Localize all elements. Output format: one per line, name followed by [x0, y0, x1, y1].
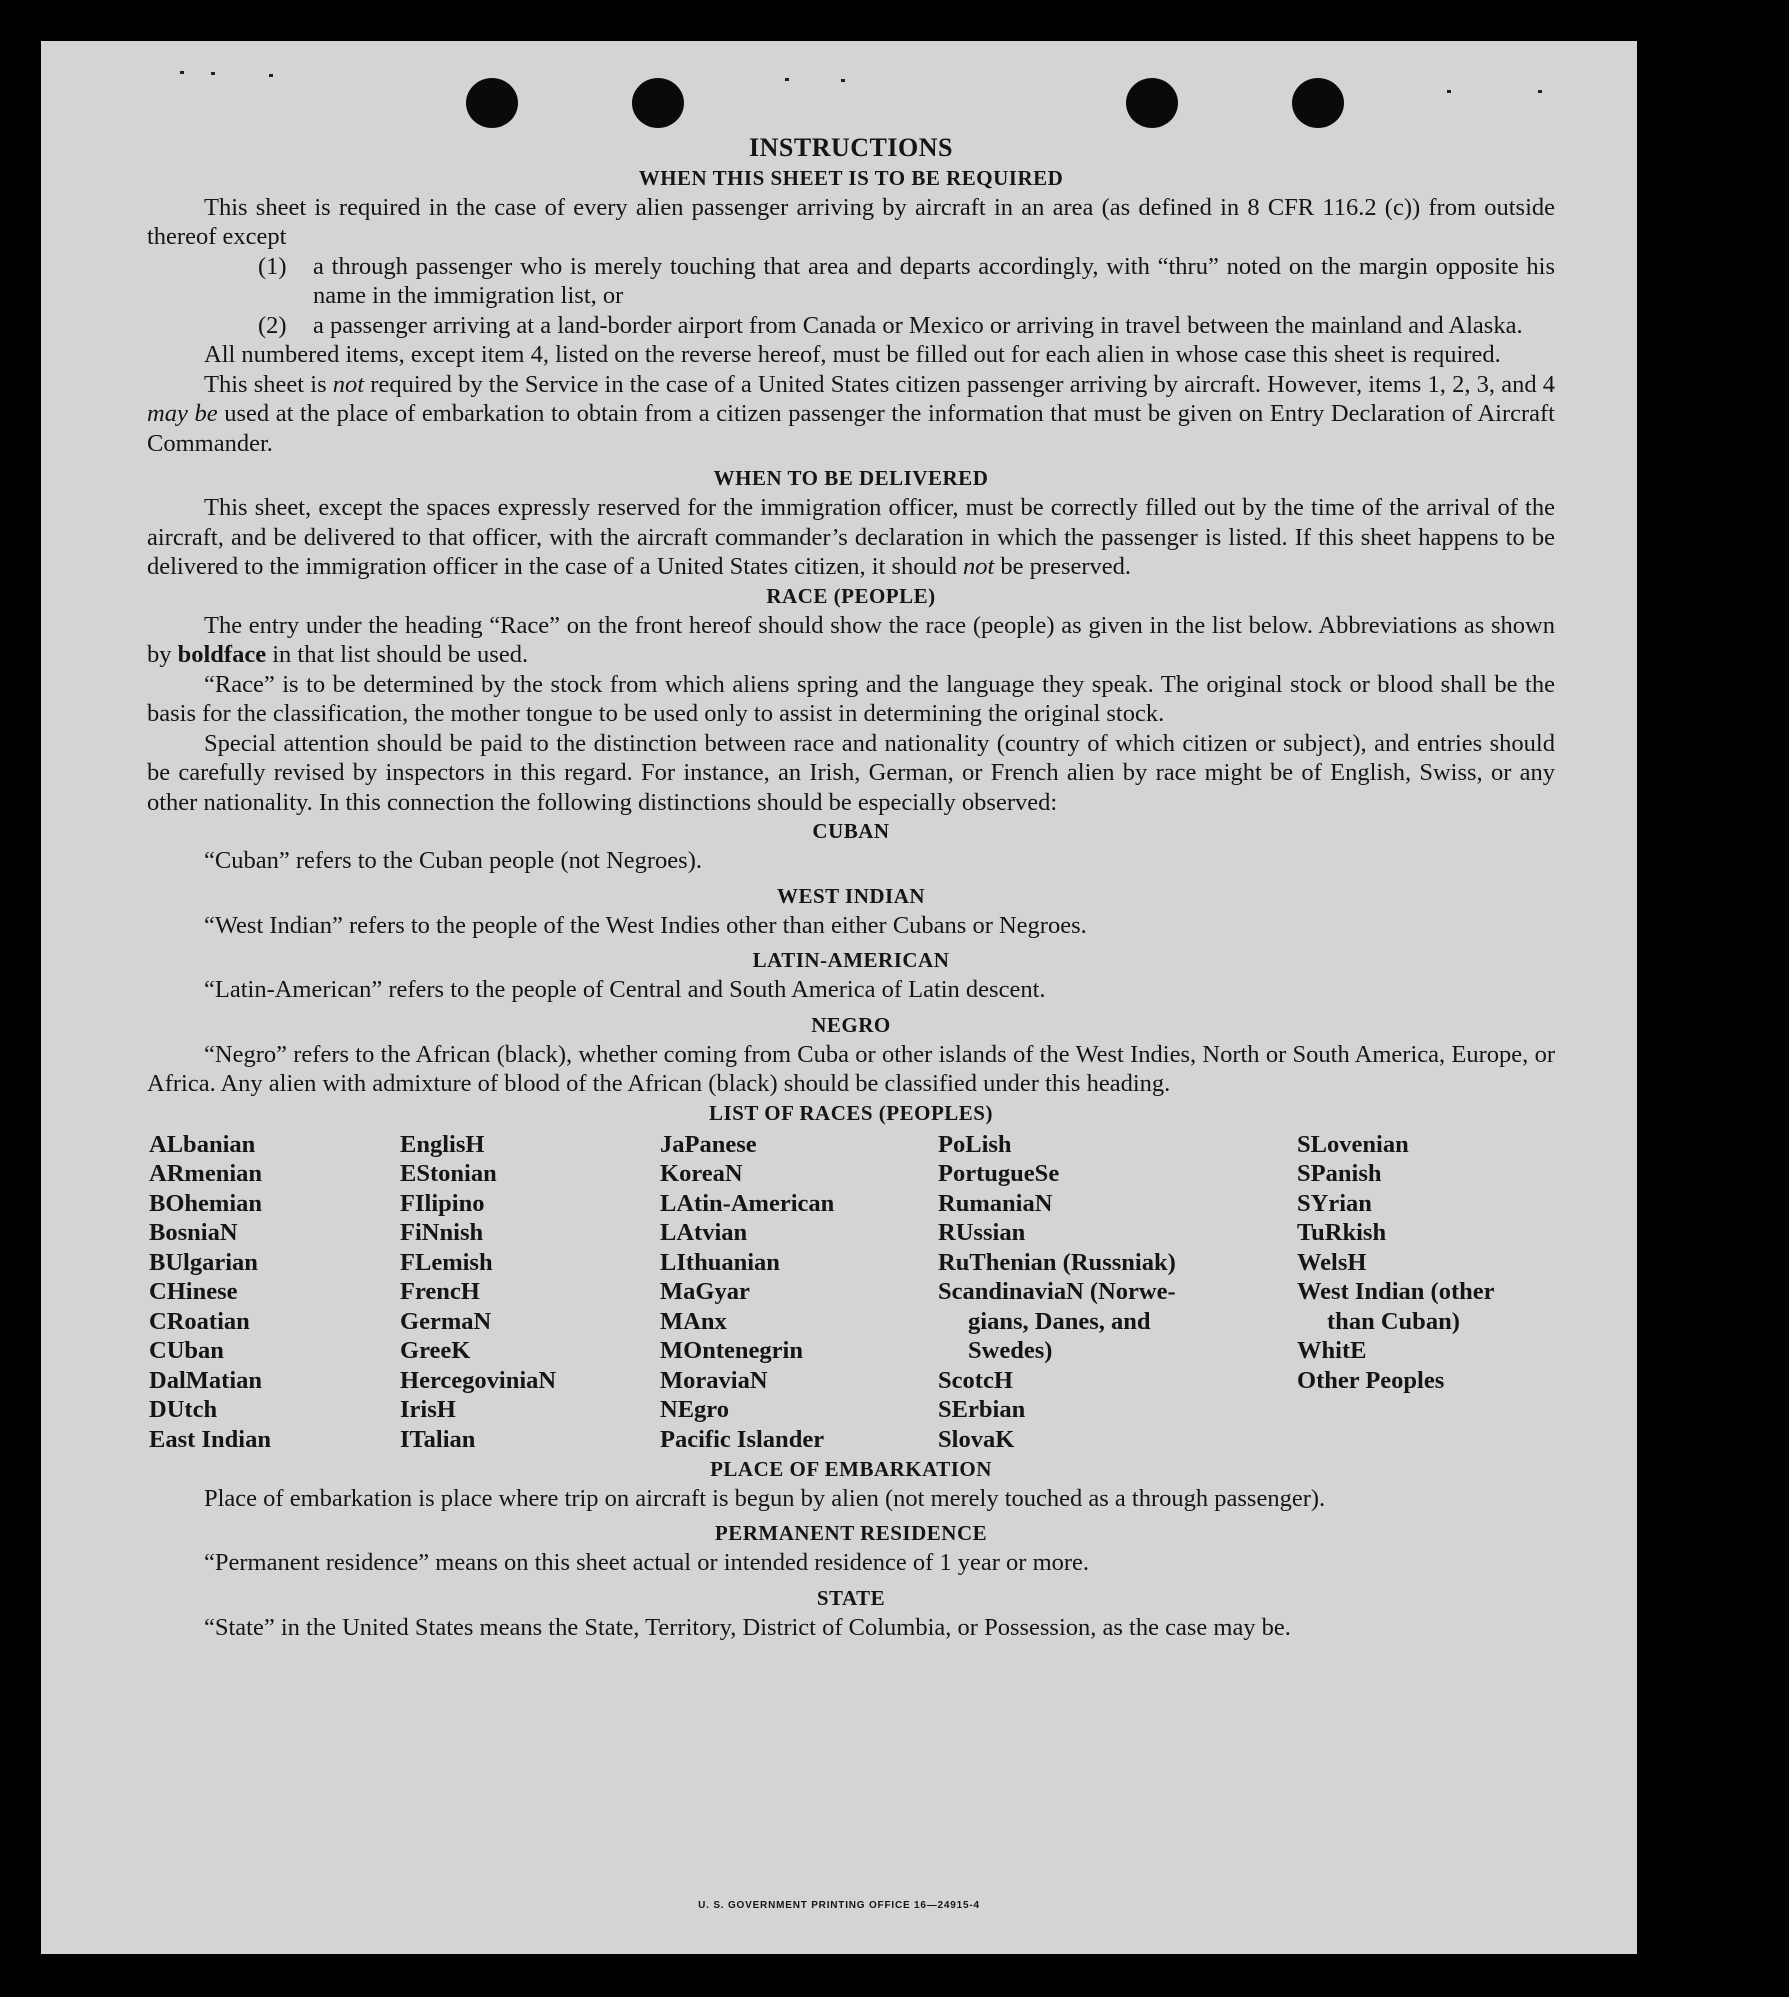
section-heading: LIST OF RACES (PEOPLES) [709, 1100, 993, 1125]
race-entry: PortugueSe [938, 1160, 1060, 1187]
race-entry: WelsH [1297, 1248, 1367, 1276]
race-entry: EStonian [400, 1160, 497, 1187]
item-text: a through passenger who is merely touching that area and departs accordingly, with “thru” noted on the margin opposite his name in the immigration list, or [313, 252, 1555, 309]
section-heading: CUBAN [812, 819, 890, 843]
paragraph: This sheet is not required by the Service in the case of a United States citizen passenger arriving by aircraft. However, items 1, 2, 3, and 4 may be used at the place of embarkation to obtain from a citizen passenger the information that must be given on Entry Declaration of Aircraft Commander. [147, 370, 1556, 457]
race-entry: Swedes) [968, 1337, 1053, 1364]
race-entry: FrencH [400, 1278, 480, 1305]
race-entry: RUssian [938, 1219, 1026, 1246]
item-number: (2) [258, 311, 287, 339]
race-entry: Other Peoples [1297, 1366, 1445, 1394]
race-entry: TuRkish [1297, 1219, 1387, 1246]
race-entry: LAtin-American [660, 1189, 835, 1217]
punch-hole [1292, 78, 1344, 128]
punch-hole [466, 78, 518, 128]
race-entry: BOhemian [149, 1189, 263, 1217]
race-entry: PoLish [938, 1130, 1012, 1158]
race-entry: HercegoviniaN [400, 1366, 557, 1394]
race-entry: LAtvian [660, 1219, 748, 1246]
race-entry: SlovaK [938, 1425, 1015, 1453]
race-entry: KoreaN [660, 1160, 743, 1187]
list-item [258, 311, 1555, 341]
race-entry: GreeK [400, 1337, 471, 1364]
race-entry: CHinese [149, 1278, 238, 1305]
race-entry: BosniaN [149, 1219, 238, 1246]
paragraph: This sheet, except the spaces expressly reserved for the immigration officer, must be correctly filled out by the time of the arrival of the aircraft, and be delivered to that officer, with the aircraft commander’s declaration in which the passenger is listed. If this sheet happens to be delivered to the immigration officer in the case of a United States citizen, it should not be preserved. [147, 494, 1555, 580]
item-text: a passenger arriving at a land-border airport from Canada or Mexico or arriving in travel between the mainland and Alaska. [313, 311, 1523, 339]
section-heading: WHEN THIS SHEET IS TO BE REQUIRED [638, 165, 1064, 190]
race-entry: Pacific Islander [660, 1425, 825, 1453]
race-entry: BUlgarian [149, 1248, 258, 1276]
race-entry: East Indian [149, 1425, 271, 1453]
race-column [938, 1130, 1176, 1455]
race-entry: West Indian (other [1297, 1278, 1495, 1305]
race-entry: RumaniaN [938, 1189, 1053, 1217]
paragraph: “Permanent residence” means on this sheet actual or intended residence of 1 year or more. [204, 1549, 1090, 1576]
printer-imprint: U. S. GOVERNMENT PRINTING OFFICE 16—24915-4 [698, 1900, 980, 1911]
paragraph: “Negro” refers to the African (black), whether coming from Cuba or other islands of the West Indies, North or South America, Europe, or Africa. Any alien with admixture of blood of the African (black) should be classified under this heading. [147, 1040, 1555, 1097]
race-entry: ARmenian [149, 1160, 263, 1187]
race-entry: SPanish [1297, 1160, 1382, 1187]
race-entry: MAnx [660, 1307, 727, 1335]
race-entry: WhitE [1297, 1337, 1367, 1364]
paragraph: Place of embarkation is place where trip on aircraft is begun by alien (not merely touched as a through passenger). [204, 1484, 1326, 1512]
page-title: INSTRUCTIONS [749, 133, 953, 162]
race-entry: ScotcH [938, 1366, 1013, 1394]
document-page [41, 41, 1637, 1954]
speck [1538, 90, 1542, 93]
race-entry: LIthuanian [660, 1248, 780, 1276]
section-heading: NEGRO [811, 1012, 891, 1037]
race-entry: MaGyar [660, 1278, 750, 1305]
paragraph: Special attention should be paid to the distinction between race and nationality (country of which citizen or subject), and entries should be carefully revised by inspectors in this regard. For instance, an Irish, German, or French alien by race might be of English, Swiss, or any other nationality. In this connection the following distinctions should be especially observed: [147, 729, 1555, 816]
race-entry: DalMatian [149, 1366, 263, 1394]
section-heading: WEST INDIAN [776, 883, 926, 908]
race-entry: NEgro [660, 1396, 729, 1423]
section-heading: WHEN TO BE DELIVERED [713, 466, 989, 490]
race-entry: RuThenian (Russniak) [938, 1248, 1176, 1276]
race-entry: CRoatian [149, 1307, 250, 1335]
race-entry: SErbian [938, 1396, 1026, 1423]
race-entry: MOntenegrin [660, 1337, 803, 1364]
race-entry: ITalian [400, 1425, 476, 1453]
paragraph: “Latin-American” refers to the people of Central and South America of Latin descent. [204, 976, 1046, 1003]
section-heading: STATE [816, 1585, 886, 1610]
race-entry: MoraviaN [660, 1366, 768, 1394]
race-entry: GermaN [400, 1307, 492, 1335]
punch-hole [1126, 78, 1178, 128]
section-heading: RACE (PEOPLE) [766, 583, 936, 608]
paragraph: “Cuban” refers to the Cuban people (not Negroes). [204, 847, 702, 874]
paragraph: “West Indian” refers to the people of the West Indies other than either Cubans or Negroes. [204, 911, 1087, 939]
race-entry: FLemish [400, 1248, 493, 1276]
paragraph: The entry under the heading “Race” on the front hereof should show the race (people) as given in the list below. Abbreviations as shown by boldface in that list should be used. [147, 611, 1555, 668]
race-entry: ALbanian [149, 1130, 256, 1158]
race-entry: CUban [149, 1337, 224, 1364]
race-entry: IrisH [400, 1396, 456, 1423]
speck [211, 72, 215, 75]
race-entry: SYrian [1297, 1189, 1372, 1217]
race-entry: EnglisH [400, 1130, 485, 1158]
section-heading: LATIN-AMERICAN [752, 948, 950, 972]
list-item [258, 252, 1555, 311]
race-column [1297, 1130, 1495, 1396]
race-entry: DUtch [149, 1396, 218, 1423]
section-heading: PLACE OF EMBARKATION [710, 1456, 992, 1481]
race-list [147, 1130, 1555, 1455]
race-entry: than Cuban) [1327, 1307, 1460, 1335]
race-entry: gians, Danes, and [968, 1307, 1151, 1335]
race-entry: FiNnish [400, 1219, 484, 1246]
paragraph: “State” in the United States means the State, Territory, District of Columbia, or Possession, as the case may be. [204, 1613, 1291, 1641]
speck [269, 74, 273, 77]
punch-hole [632, 78, 684, 128]
paragraph: This sheet is required in the case of every alien passenger arriving by aircraft in an area (as defined in 8 CFR 116.2 (c)) from outside thereof except [147, 193, 1555, 250]
race-entry: ScandinaviaN (Norwe- [938, 1278, 1176, 1305]
race-column [400, 1130, 556, 1455]
item-number: (1) [258, 252, 287, 280]
instructions-text [147, 133, 1555, 1642]
race-entry: SLovenian [1297, 1130, 1409, 1158]
race-column [660, 1130, 834, 1455]
speck [841, 79, 845, 82]
paragraph: All numbered items, except item 4, listed on the reverse hereof, must be filled out for each alien in whose case this sheet is required. [204, 341, 1501, 368]
race-entry: JaPanese [660, 1130, 757, 1158]
race-entry: FIlipino [400, 1189, 485, 1217]
speck [1447, 90, 1451, 93]
paragraph: “Race” is to be determined by the stock from which aliens spring and the language they speak. The original stock or blood shall be the basis for the classification, the mother tongue to be used only to assist in determining the original stock. [147, 670, 1555, 727]
speck [785, 78, 789, 81]
race-column [149, 1130, 271, 1455]
speck [180, 71, 184, 74]
section-heading: PERMANENT RESIDENCE [714, 1521, 988, 1545]
